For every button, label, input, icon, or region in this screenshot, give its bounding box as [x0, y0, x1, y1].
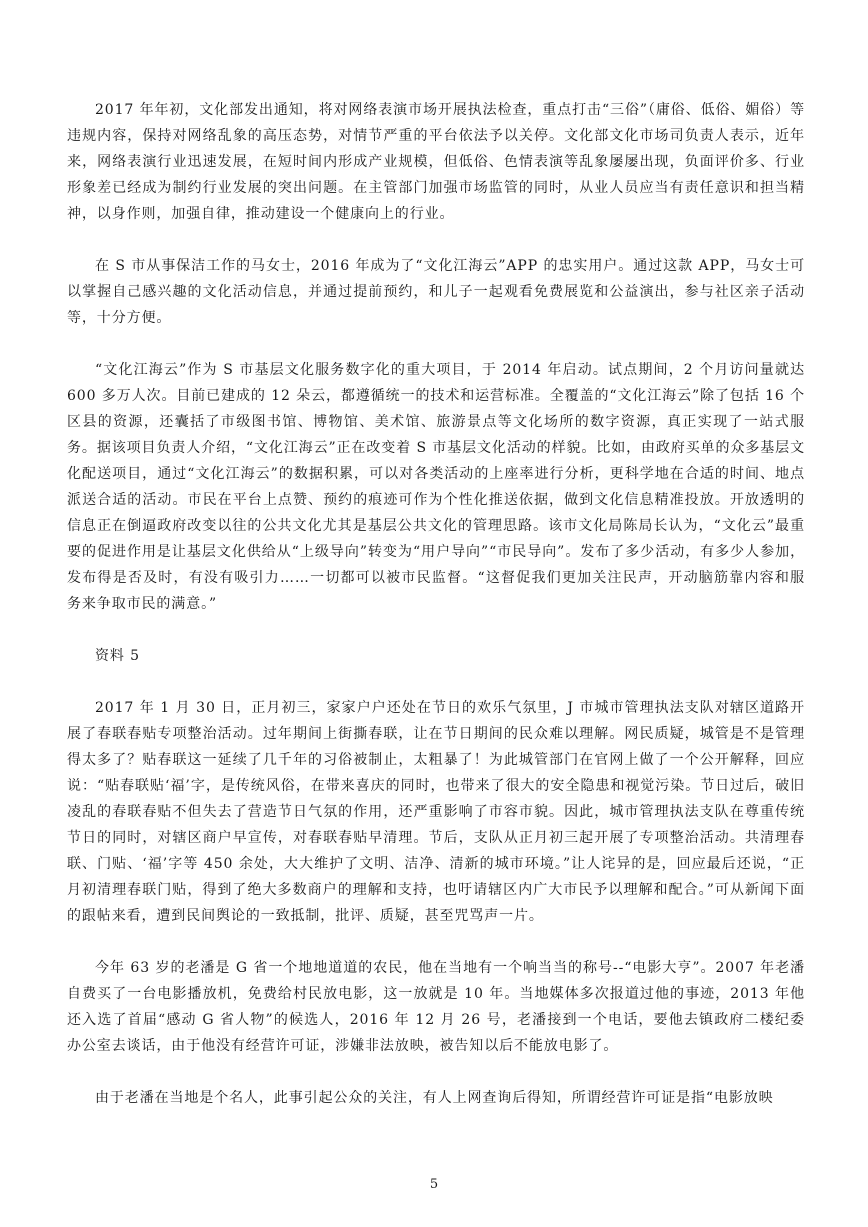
document-body [67, 97, 805, 1137]
paragraph-network-performance: 2017 年年初，文化部发出通知，将对网络表演市场开展执法检查，重点打击“三俗”（庸俗、低俗、媚俗）等违规内容，保持对网络乱象的高压态势，对情节严重的平台依法予以关停。文化部文化市场司负责人表示，近年来，网络表演行业迅速发展，在短时间内形成产业规模，但低俗、色情表演等乱象屡屡出现，负面评价多、行业形象差已经成为制约行业发展的突出问题。在主管部门加强市场监管的同时，从业人员应当有责任意识和担当精神，以身作则，加强自律，推动建设一个健康向上的行业。 [67, 102, 805, 222]
paragraph-ms-ma: 在 S 市从事保洁工作的马女士，2016 年成为了“文化江海云”APP 的忠实用户。通过这款 APP，马女士可以掌握自己感兴趣的文化活动信息，并通过提前预约，和儿子一起观看免费展览和公益演出，参与社区亲子活动等，十分方便。 [67, 258, 805, 326]
page-number: 5 [429, 1177, 439, 1192]
paragraph-old-pan: 今年 63 岁的老潘是 G 省一个地地道道的农民，他在当地有一个响当当的称号--“电影大亨”。2007 年老潘自费买了一台电影播放机，免费给村民放电影，这一放就是 10 年。当地媒体多次报道过他的事迹，2013 年他还入选了首届“感动 G 省人物”的候选人，2016 年 12 月 26 号，老潘接到一个电话，要他去镇政府二楼纪委办公室去谈话，由于他没有经营许可证，涉嫌非法放映，被告知以后不能放电影了。 [67, 960, 805, 1054]
section-heading-material-5: 资料 5 [95, 648, 140, 664]
paragraph-culture-cloud: “文化江海云”作为 S 市基层文化服务数字化的重大项目，于 2014 年启动。试点期间，2 个月访问量就达 600 多万人次。目前已建成的 12 朵云，都遵循统一的技术和运营标准。全覆盖的“文化江海云”除了包括 16 个区县的资源，还囊括了市级图书馆、博物馆、美术馆、旅游景点等文化场所的数字资源，真正实现了一站式服务。据该项目负责人介绍，“文化江海云”正在改变着 S 市基层文化活动的样貌。比如，由政府买单的众多基层文化配送项目，通过“文化江海云”的数据积累，可以对各类活动的上座率进行分析，更科学地在合适的时间、地点派送合适的活动。市民在平台上点赞、预约的痕迹可作为个性化推送依据，做到文化信息精准投放。开放透明的信息正在倒逼政府改变以往的公共文化尤其是基层公共文化的管理思路。该市文化局陈局长认为，“文化云”最重要的促进作用是让基层文化供给从“上级导向”转变为“用户导向”“市民导向”。发布了多少活动，有多少人参加，发布得是否及时，有没有吸引力……一切都可以被市民监督。“这督促我们更加关注民声，开动脑筋靠内容和服务来争取市民的满意。” [67, 362, 805, 612]
paragraph-license-inquiry: 由于老潘在当地是个名人，此事引起公众的关注，有人上网查询后得知，所谓经营许可证是指“电影放映 [95, 1090, 774, 1106]
paragraph-spring-couplets: 2017 年 1 月 30 日，正月初三，家家户户还处在节日的欢乐气氛里，J 市城市管理执法支队对辖区道路开展了春联春贴专项整治活动。过年期间上街撕春联，让在节日期间的民众难以理解。网民质疑，城管是不是管理得太多了？贴春联这一延续了几千年的习俗被制止，太粗暴了！为此城管部门在官网上做了一个公开解释，回应说：“贴春联贴‘福’字，是传统风俗，在带来喜庆的同时，也带来了很大的安全隐患和视觉污染。节日过后，破旧凌乱的春联春贴不但失去了营造节日气氛的作用，还严重影响了市容市貌。因此，城市管理执法支队在尊重传统节日的同时，对辖区商户早宣传，对春联春贴早清理。节后，支队从正月初三起开展了专项整治活动。共清理春联、门贴、‘福’字等 450 余处，大大维护了文明、洁净、清新的城市环境。”让人诧异的是，回应最后还说，“正月初清理春联门贴，得到了绝大多数商户的理解和支持，也吁请辖区内广大市民予以理解和配合。”可从新闻下面的跟帖来看，遭到民间舆论的一致抵制，批评、质疑，甚至咒骂声一片。 [67, 700, 805, 924]
